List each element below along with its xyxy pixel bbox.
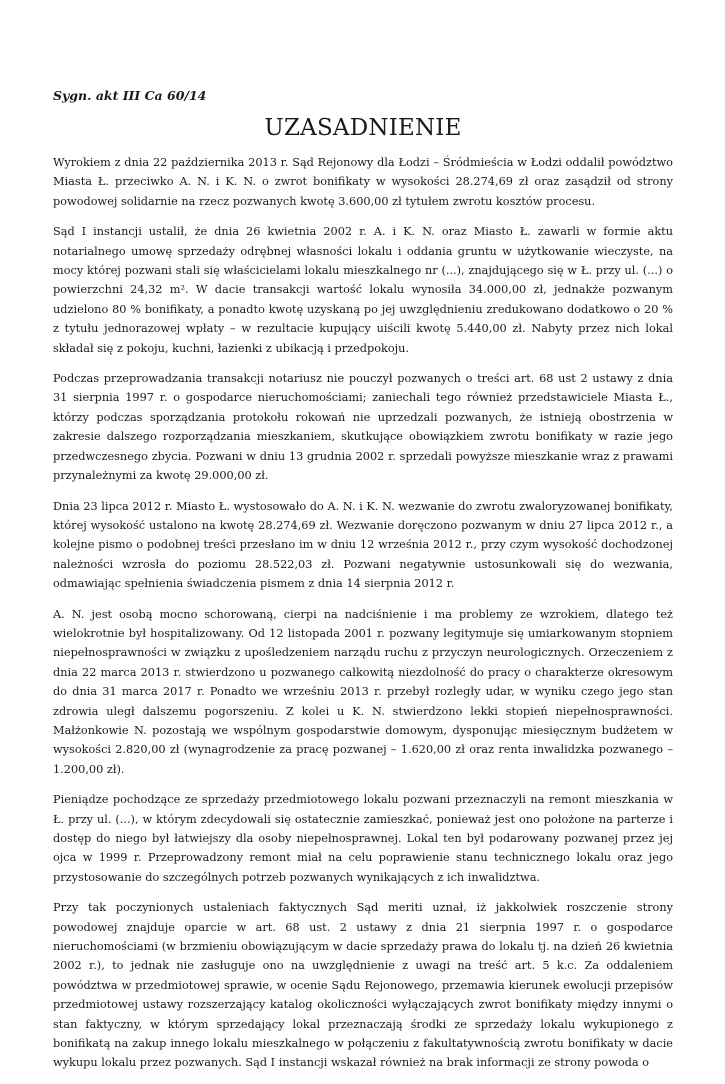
paragraph-4: Dnia 23 lipca 2012 r. Miasto Ł. wystosowało do A. N. i K. N. wezwanie do zwrotu zwaloryzowanej bonifikaty, której wysokość ustalono na kwotę 28.274,69 zł. Wezwanie doręczono pozwanym w dniu 27 lipca 2012 r., a kolejne pismo o podobnej treści przesłano im w dniu 12 września 2012 r., przy czym wysokość dochodzonej należności wzrosła do poziomu 28.522,03 zł. Pozwani negatywnie ustosunkowali się do wezwania, odmawiając spełnienia świadczenia pismem z dnia 14 sierpnia 2012 r. [53, 499, 673, 591]
paragraph-3: Podczas przeprowadzania transakcji notariusz nie pouczył pozwanych o treści art. 68 ust 2 ustawy z dnia 31 sierpnia 1997 r. o gospodarce nieruchomościami; zaniechali tego również przedstawiciele Miasta Ł., którzy podczas sporządzania protokołu rokowań nie uprzedzali pozwanych, że istnieją obostrzenia w zakresie dalszego rozporządzania mieszkaniem, skutkujące obowiązkiem zwrotu bonifikaty w razie jego przedwczesnego zbycia. Pozwani w dniu 13 grudnia 2002 r. sprzedali powyższe mieszkanie wraz z prawami przynależnymi za kwotę 29.000,00 zł. [53, 372, 673, 483]
paragraph-7: Przy tak poczynionych ustaleniach faktycznych Sąd meriti uznał, iż jakkolwiek roszczenie strony powodowej znajduje oparcie w art. 68 ust. 2 ustawy z dnia 21 sierpnia 1997 r. o gospodarce nieruchomościami (w brzmieniu obowiązującym w dacie sprzedaży prawa do lokalu tj. na dzień 26 kwietnia 2002 r.), to jednak nie zasługuje ono na uwzględnienie z uwagi na treść art. 5 k.c. Za oddaleniem powództwa w przedmiotowej sprawie, w ocenie Sądu Rejonowego, przemawia kierunek ewolucji przepisów przedmiotowej ustawy rozszerzający katalog okoliczności wyłączających zwrot bonifikaty między innymi o stan faktyczny, w którym sprzedający lokal przeznaczają środki ze sprzedaży lokalu wykupionego z bonifikatą na zakup innego lokalu mieszkalnego w połączeniu z fakultatywnością zwrotu bonifikaty w dacie wykupu lokalu przez pozwanych. Sąd I instancji wskazał również na brak informacji ze strony powoda o [53, 901, 673, 1070]
paragraph-1: Wyrokiem z dnia 22 października 2013 r. Sąd Rejonowy dla Łodzi – Śródmieścia w Łodzi oddalił powództwo Miasta Ł. przeciwko A. N. i K. N. o zwrot bonifikaty w wysokości 28.274,69 zł oraz zasądził od strony powodowej solidarnie na rzecz pozwanych kwotę 3.600,00 zł tytułem zwrotu kosztów procesu. [53, 156, 673, 208]
document-page [53, 88, 673, 1084]
paragraph-6: Pieniądze pochodzące ze sprzedaży przedmiotowego lokalu pozwani przeznaczyli na remont mieszkania w Ł. przy ul. (...), w którym zdecydowali się ostatecznie zamieszkać, ponieważ jest ono położone na parterze i dostęp do niego był łatwiejszy dla osoby niepełnosprawnej. Lokal ten był podarowany pozwanej przez jej ojca w 1999 r. Przeprowadzony remont miał na celu poprawienie stanu technicznego lokalu oraz jego przystosowanie do szczególnych potrzeb pozwanych wynikających z ich inwalidztwa. [53, 793, 673, 884]
case-reference: Sygn. akt III Ca 60/14 [53, 88, 207, 103]
paragraph-5: A. N. jest osobą mocno schorowaną, cierpi na nadciśnienie i ma problemy ze wzrokiem, dlatego też wielokrotnie był hospitalizowany. Od 12 listopada 2001 r. pozwany legitymuje się umiarkowanym stopniem niepełnosprawności w związku z upośledzeniem narządu ruchu z przyczyn neurologicznych. Orzeczeniem z dnia 22 marca 2013 r. stwierdzono u pozwanego całkowitą niezdolność do pracy o charakterze okresowym do dnia 31 marca 2017 r. Ponadto we wrześniu 2013 r. przebył rozległy udar, w wyniku czego jego stan zdrowia uległ dalszemu pogorszeniu. Z kolei u K. N. stwierdzono lekki stopień niepełnosprawności. Małżonkowie N. pozostają we wspólnym gospodarstwie domowym, dysponując miesięcznym budżetem w wysokości 2.820,00 zł (wynagrodzenie za pracę pozwanej – 1.620,00 zł oraz renta inwalidzka pozwanego – 1.200,00 zł). [53, 607, 673, 776]
paragraph-2: Sąd I instancji ustalił, że dnia 26 kwietnia 2002 r. A. i K. N. oraz Miasto Ł. zawarli w formie aktu notarialnego umowę sprzedaży odrębnej własności lokalu i oddania gruntu w użytkowanie wieczyste, na mocy której pozwani stali się właścicielami lokalu mieszkalnego nr (...), znajdującego się w Ł. przy ul. (...) o powierzchni 24,32 m². W dacie transakcji wartość lokalu wynosiła 34.000,00 zł, jednakże pozwanym udzielono 80 % bonifikaty, a ponadto kwotę uzyskaną po jej uwzględnieniu zredukowano dodatkowo o 20 % z tytułu jednorazowej wpłaty – w rezultacie kupujący uiścili kwotę 5.440,00 zł. Nabyty przez nich lokal składał się z pokoju, kuchni, łazienki z ubikacją i przedpokoju. [53, 225, 673, 355]
document-title: UZASADNIENIE [264, 115, 462, 141]
